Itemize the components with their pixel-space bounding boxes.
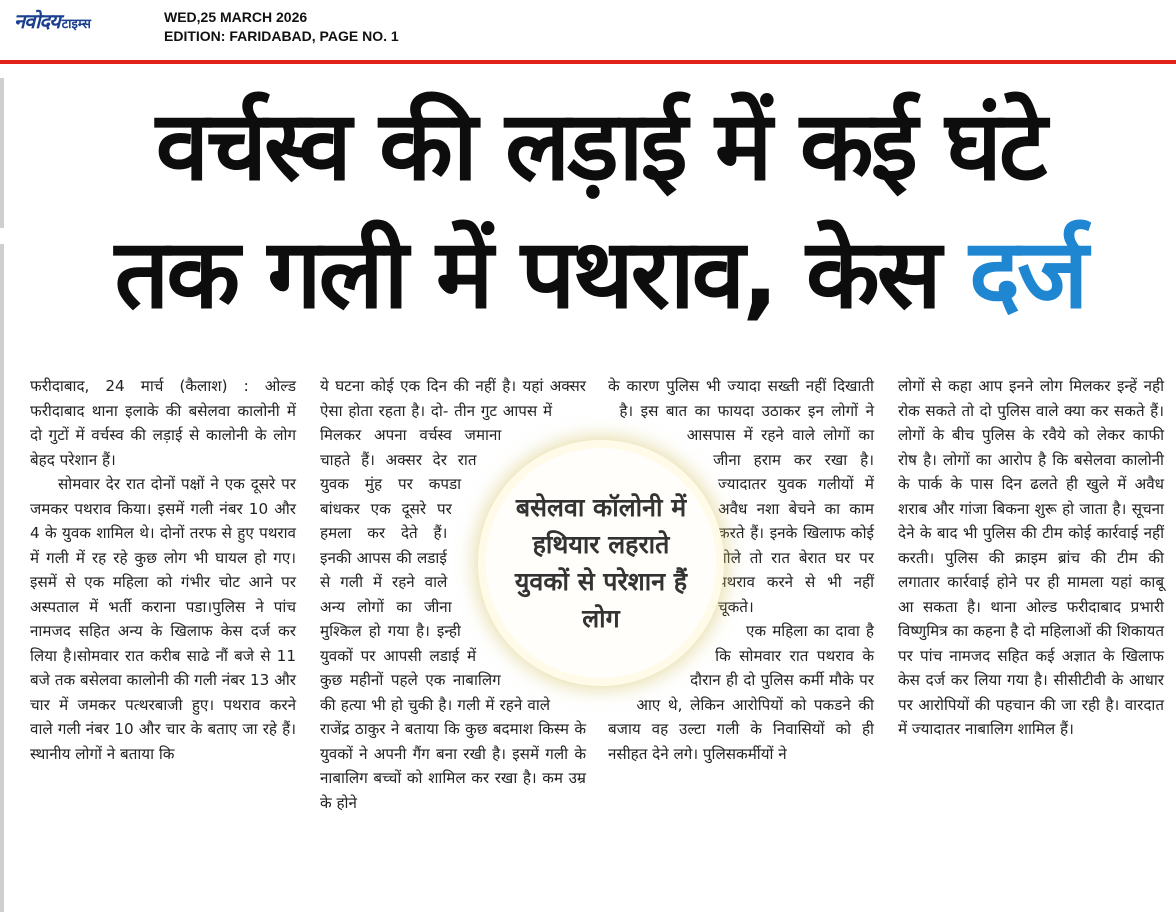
logo-sub-text: टाइम्स bbox=[61, 17, 91, 32]
logo-main-text: नवोदय bbox=[14, 9, 60, 33]
article-column-4 bbox=[898, 374, 1164, 742]
headline bbox=[40, 82, 1160, 338]
headline-accent-word: दर्ज bbox=[969, 218, 1086, 330]
headline-line-2-main: तक गली में पथराव, केस bbox=[114, 218, 939, 330]
masthead bbox=[0, 0, 1176, 60]
edition-info: EDITION: FARIDABAD, PAGE NO. 1 bbox=[164, 28, 399, 44]
article-paragraph: एक महिला का दावा है कि सोमवार रात पथराव के दौरान ही दो पुलिस कर्मी मौके पर आए थे, लेकिन आरोपियों को पकडने की बजाय वह उल्टा गली के निवासियों को ही नसीहत देने लगे। पुलिसकर्मीयों ने bbox=[608, 622, 874, 763]
headline-line-2 bbox=[40, 210, 1160, 338]
newspaper-logo bbox=[14, 6, 91, 34]
article-column-1 bbox=[30, 374, 296, 766]
left-margin-bar bbox=[0, 78, 4, 228]
article-paragraph: फरीदाबाद, 24 मार्च (कैलाश) : ओल्ड फरीदाबाद थाना इलाके की बसेलवा कालोनी में दो गुटों में वर्चस्व की लड़ाई से कालोनी के लोग बेहद परेशान हैं। bbox=[30, 377, 296, 469]
article-paragraph: ये घटना कोई एक दिन की नहीं है। यहां अक्सर ऐसा होता रहता है। दो- तीन गुट आपस में मिलकर अपना वर्चस्व जमाना चाहते हैं। अक्सर देर रात युवक मुंह पर कपडा बांधकर एक दूसरे पर हमला कर देते हैं। इनकी आपस की लडाई से गली में रहने वाले अन्य लोगों का जीना मुश्किल हो गया है। इन्ही युवकों पर आपसी लडाई में कुछ महीनों पहले एक नाबालिग की हत्या भी हो चुकी है। गली में रहने वाले राजेंद्र ठाकुर ने बताया कि कुछ बदमाश किस्म के युवकों ने अपनी गैंग बना रखी है। इसमें गली के नाबालिग बच्चों को शामिल कर रखा है। कम उम्र के होने bbox=[320, 377, 586, 812]
header-divider bbox=[0, 60, 1176, 64]
pullquote-text: बसेलवा कॉलोनी में हथियार लहराते युवकों से परेशान हैं लोग bbox=[514, 493, 688, 633]
article-paragraph: के कारण पुलिस भी ज्यादा सख्ती नहीं दिखाती है। इस बात का फायदा उठाकर इन लोगों ने आसपास में रहने वाले लोगों का जीना हराम कर रखा है। ज्यादातर युवक गलीयों में अवैध नशा बेचने का काम करते हैं। इनके खिलाफ कोई बोले तो रात बेरात घर पर पथराव करने से भी नहीं चूकते। bbox=[608, 377, 874, 616]
article-paragraph: लोगों से कहा आप इनने लोग मिलकर इन्हें नही रोक सकते तो दो पुलिस वाले क्या कर सकते हैं। लोगों के बीच पुलिस के रवैये को लेकर काफी रोष है। लोगों का आरोप है कि बसेलवा कालोनी के पार्क के पास दिन ढलते ही खुले में अवैध शराब और गांजा बिकना शुरू हो जाता है। सूचना देने के बाद भी पुलिस की टीम कोई कार्रवाई नहीं करती। पुलिस की क्राइम ब्रांच की टीम की लगातार कार्रवाई होने पर ही मामला यहां काबू आ सकता है। थाना ओल्ड फरीदाबाद प्रभारी विष्णुमित्र का कहना है दो महिलाओं की शिकायत पर पांच नामजद सहित कई अज्ञात के खिलाफ केस दर्ज कर लिया गया है। सीसीटीवी के आधार पर आरोपियों की पहचान की जा रही है। वारदात में ज्यादातर नाबालिग शामिल हैं। bbox=[898, 377, 1164, 738]
edition-meta bbox=[164, 8, 399, 46]
headline-line-1: वर्चस्व की लड़ाई में कई घंटे bbox=[155, 90, 1045, 202]
issue-date: WED,25 MARCH 2026 bbox=[164, 9, 308, 25]
pullquote-circle bbox=[486, 448, 716, 678]
article-paragraph: सोमवार देर रात दोनों पक्षों ने एक दूसरे पर जमकर पथराव किया। इसमें गली नंबर 10 और 4 के युवक शामिल थे। दोनों तरफ से हुए पथराव में गली में रह रहे कुछ लोग भी घायल हो गए। इसमें से एक महिला को गंभीर चोट आने पर अस्पताल में भर्ती कराना पडा।पुलिस ने पांच नामजद सहित अन्य के खिलाफ केस दर्ज कर लिया है।सोमवार रात करीब साढे नौं बजे से 11 बजे तक बसेलवा कालोनी की गली नंबर 13 और चार में जमकर पत्थरबाजी हुए। पथराव करने वाले गली नंबर 10 और चार के बताए जा रहे हैं। स्थानीय लोगों ने बताया कि bbox=[30, 475, 296, 763]
